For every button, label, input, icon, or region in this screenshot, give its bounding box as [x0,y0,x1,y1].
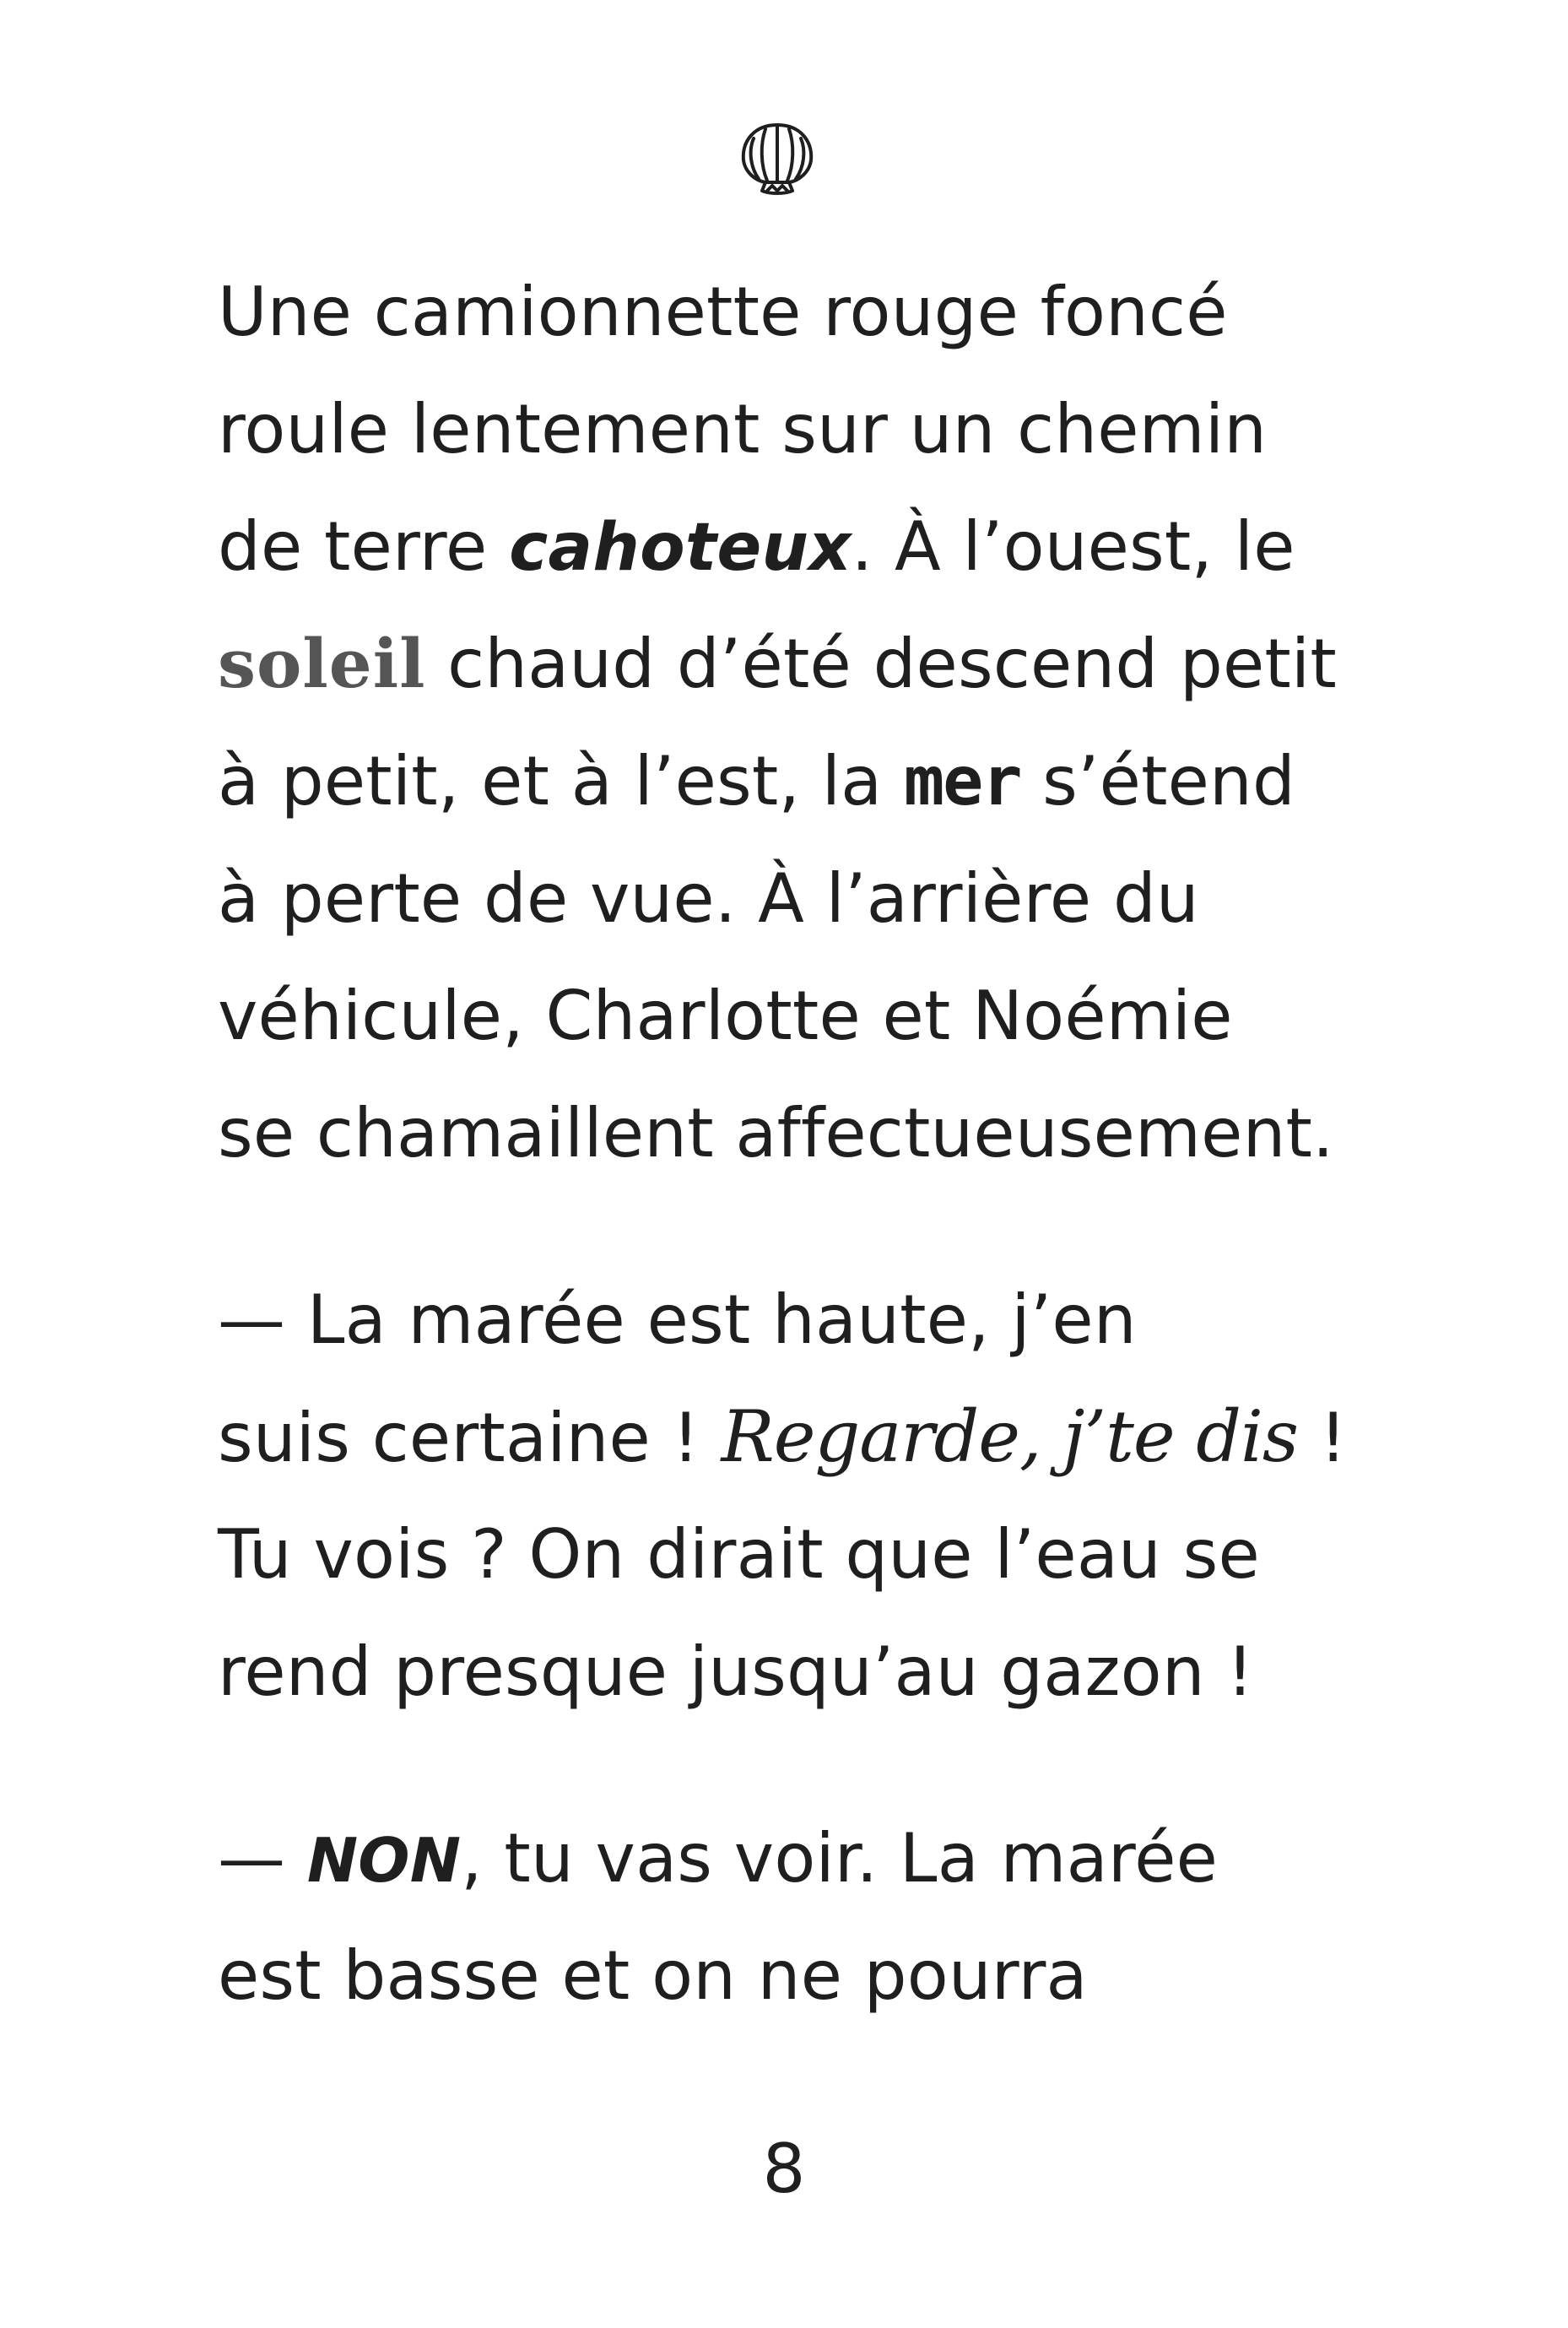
body-text [218,253,1399,2034]
text-line [218,1800,1399,1917]
page-number: 8 [762,2130,806,2208]
paragraph [218,253,1399,1192]
seashell-icon [735,118,819,199]
text-line [218,371,1399,488]
text-segment: — [218,1819,307,1898]
text-segment: à perte de vue. À l’arrière du [218,859,1199,938]
text-line [218,1261,1399,1378]
text-segment: de terre [218,507,510,586]
text-segment: se chamaillent affectueusement. [218,1094,1334,1172]
paragraph [218,1261,1399,1730]
paragraph [218,1800,1399,2034]
text-segment: suis certaine ! [218,1399,722,1477]
text-line [218,840,1399,957]
text-segment: s’étend [1020,742,1295,820]
paragraph-gap [218,1192,1399,1261]
text-line [218,253,1399,371]
emphasized-word: Regarde, j’te dis [721,1395,1298,1478]
text-segment: est basse et on ne pourra [218,1936,1088,2015]
text-segment: chaud d’été descend petit [425,625,1337,703]
text-segment: , tu vas voir. La marée [461,1819,1219,1898]
text-line [218,723,1399,840]
text-line [218,1613,1399,1730]
text-line [218,605,1399,723]
text-segment: . À l’ouest, le [851,507,1295,586]
emphasized-word: soleil [218,624,426,703]
text-segment: rend presque jusqu’au gazon ! [218,1632,1254,1711]
text-line [218,1378,1399,1496]
text-line [218,1075,1399,1192]
text-segment: Tu vois ? On dirait que l’eau se [218,1515,1260,1594]
emphasized-word: mer [904,742,1021,820]
text-segment: — La marée est haute, j’en [218,1280,1137,1359]
text-line [218,1917,1399,2034]
emphasized-word: cahoteux [509,510,852,586]
text-line [218,1496,1399,1613]
emphasized-word: NON [306,1825,462,1896]
text-line [218,957,1399,1075]
paragraph-gap [218,1730,1399,1800]
text-segment: ! [1298,1399,1347,1477]
text-line [218,488,1399,605]
text-segment: Une camionnette rouge foncé [218,273,1228,351]
text-segment: roule lentement sur un chemin [218,390,1268,468]
text-segment: véhicule, Charlotte et Noémie [218,977,1233,1055]
text-segment: à petit, et à l’est, la [218,742,905,820]
